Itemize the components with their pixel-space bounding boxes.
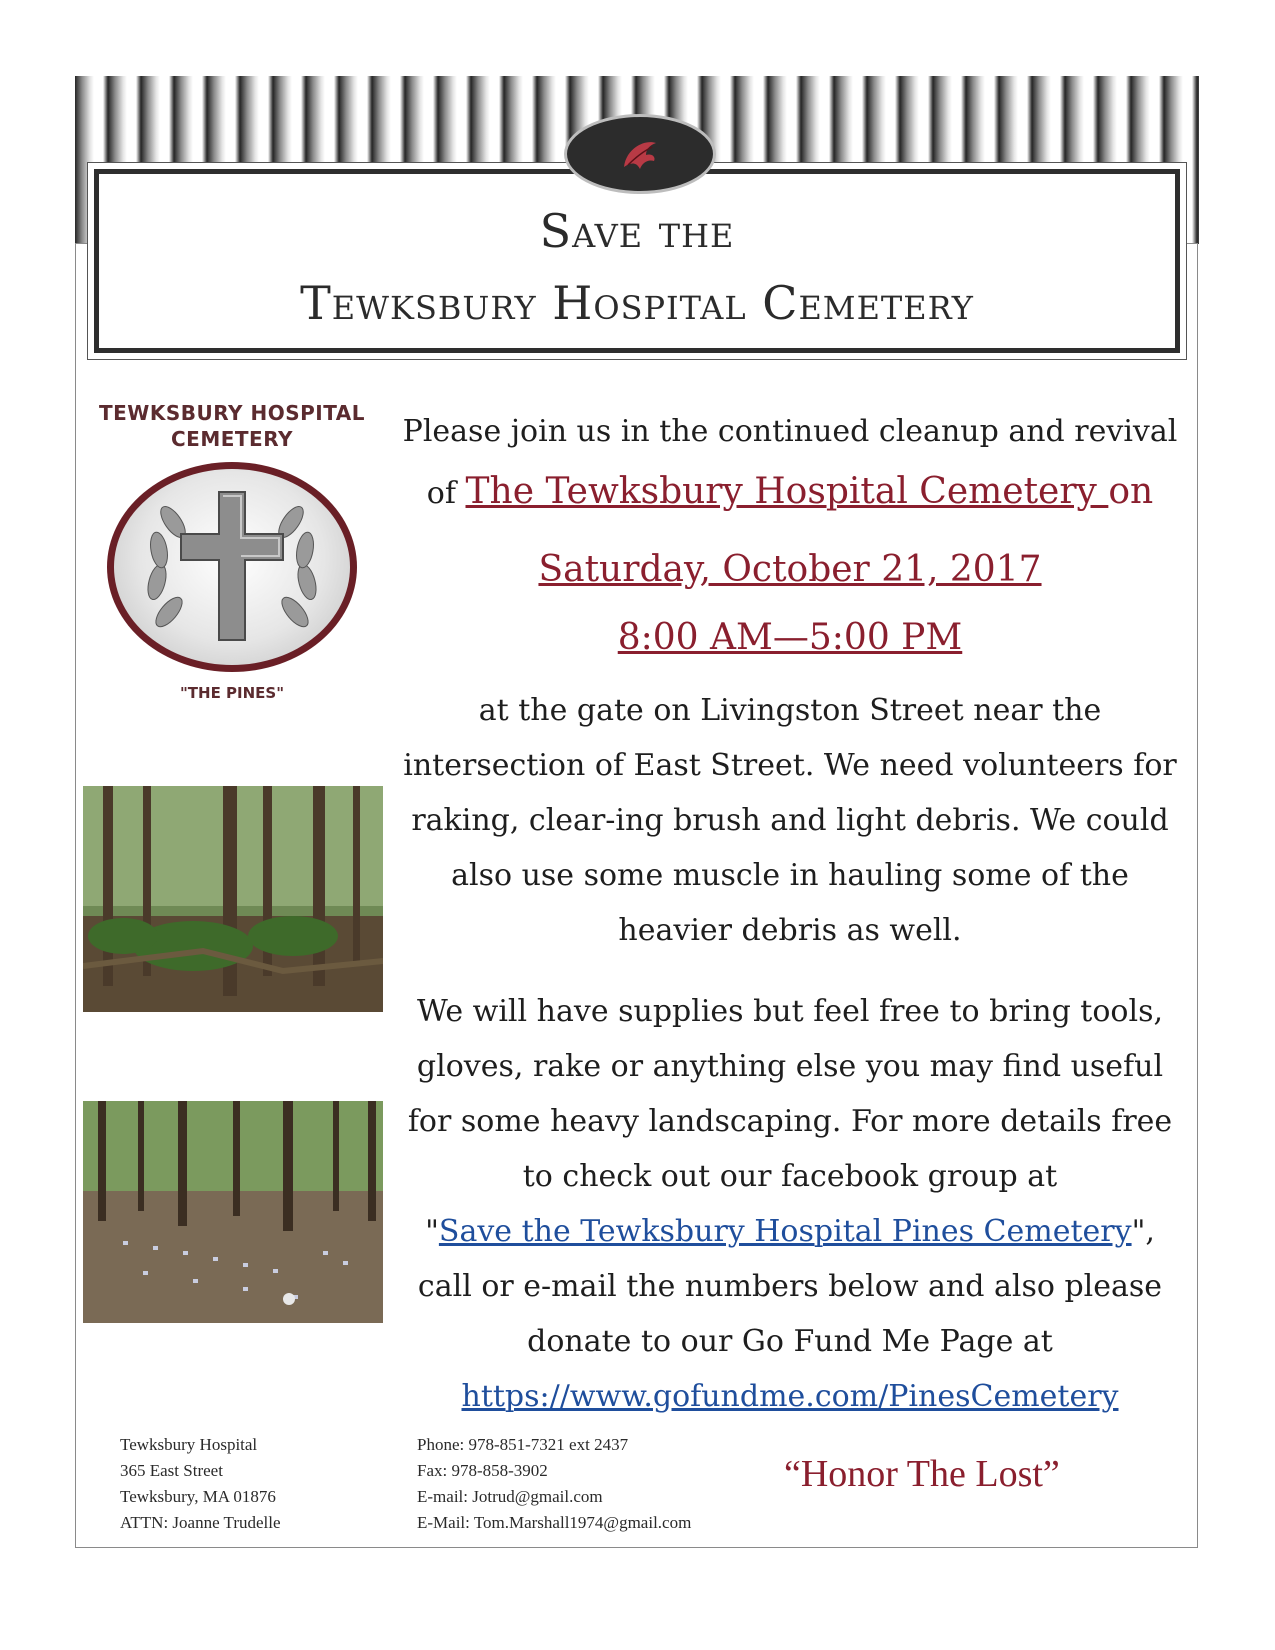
cemetery-grounds-photo [83, 1101, 383, 1323]
title-box [94, 169, 1180, 353]
quote-close: ", [1131, 1214, 1155, 1249]
email-line[interactable]: E-mail: Jotrud@gmail.com [417, 1487, 603, 1506]
footer-contact [417, 1432, 691, 1536]
quote-open: " [425, 1214, 439, 1249]
title-cemetery: Tewksbury Hospital Cemetery [300, 276, 974, 330]
event-date: Saturday, October 21, 2017 [538, 549, 1042, 590]
event-time: 8:00 AM—5:00 PM [617, 617, 963, 658]
facebook-group-link[interactable]: Save the Tewksbury Hospital Pines Cemetery [438, 1214, 1132, 1249]
leaf-flourish-icon [616, 131, 664, 179]
fax-line: Fax: 978-858-3902 [417, 1461, 548, 1480]
forest-cleanup-photo [83, 786, 383, 1012]
title-save: Save the [539, 204, 735, 258]
on-text: on [1108, 471, 1154, 512]
address-line: 365 East Street [120, 1461, 223, 1480]
address-line: Tewksbury Hospital [120, 1435, 258, 1454]
time-line [395, 605, 1185, 673]
logo-title [82, 400, 382, 452]
logo-line-1: TEWKSBURY HOSPITAL [98, 401, 366, 425]
supplies-paragraph: We will have supplies but feel free to bring tools, gloves, rake or anything else you may find useful for some heavy landscaping. For more details free to check out our facebook group at [407, 994, 1173, 1194]
address-line: ATTN: Joanne Trudelle [120, 1513, 281, 1532]
location-paragraph: at the gate on Livingston Street near the intersection of East Street. We need volunteers for raking, clear-ing brush and light debris. We could also use some muscle in hauling some of the heavier debris as well. [403, 693, 1177, 948]
address-line: Tewksbury, MA 01876 [120, 1487, 276, 1506]
logo-line-2: CEMETERY [171, 427, 293, 451]
title-line-1 [99, 204, 1175, 258]
title-line-2 [99, 276, 1175, 330]
cemetery-line [395, 459, 1185, 527]
motto: “Honor The Lost” [784, 1453, 1060, 1495]
main-text [395, 404, 1185, 1424]
footer-address [120, 1432, 281, 1536]
email-line[interactable]: E-Mail: Tom.Marshall1974@gmail.com [417, 1513, 692, 1532]
ornament-badge [564, 114, 716, 194]
gofundme-link[interactable]: https://www.gofundme.com/PinesCemetery [461, 1379, 1119, 1414]
cemetery-name: The Tewksbury Hospital Cemetery [465, 471, 1109, 512]
date-line [395, 537, 1185, 605]
cemetery-logo [82, 400, 382, 700]
intro-text: Please join us in the continued cleanup and revival [402, 414, 1178, 449]
contact-donate-paragraph: call or e-mail the numbers below and also please donate to our Go Fund Me Page at [417, 1269, 1163, 1359]
phone-line: Phone: 978-851-7321 ext 2437 [417, 1435, 629, 1454]
facebook-line [395, 1204, 1185, 1259]
of-text: of [426, 476, 466, 511]
logo-seal [107, 462, 357, 672]
cross-wreath-icon [107, 462, 357, 672]
logo-tagline: "THE PINES" [179, 684, 285, 702]
